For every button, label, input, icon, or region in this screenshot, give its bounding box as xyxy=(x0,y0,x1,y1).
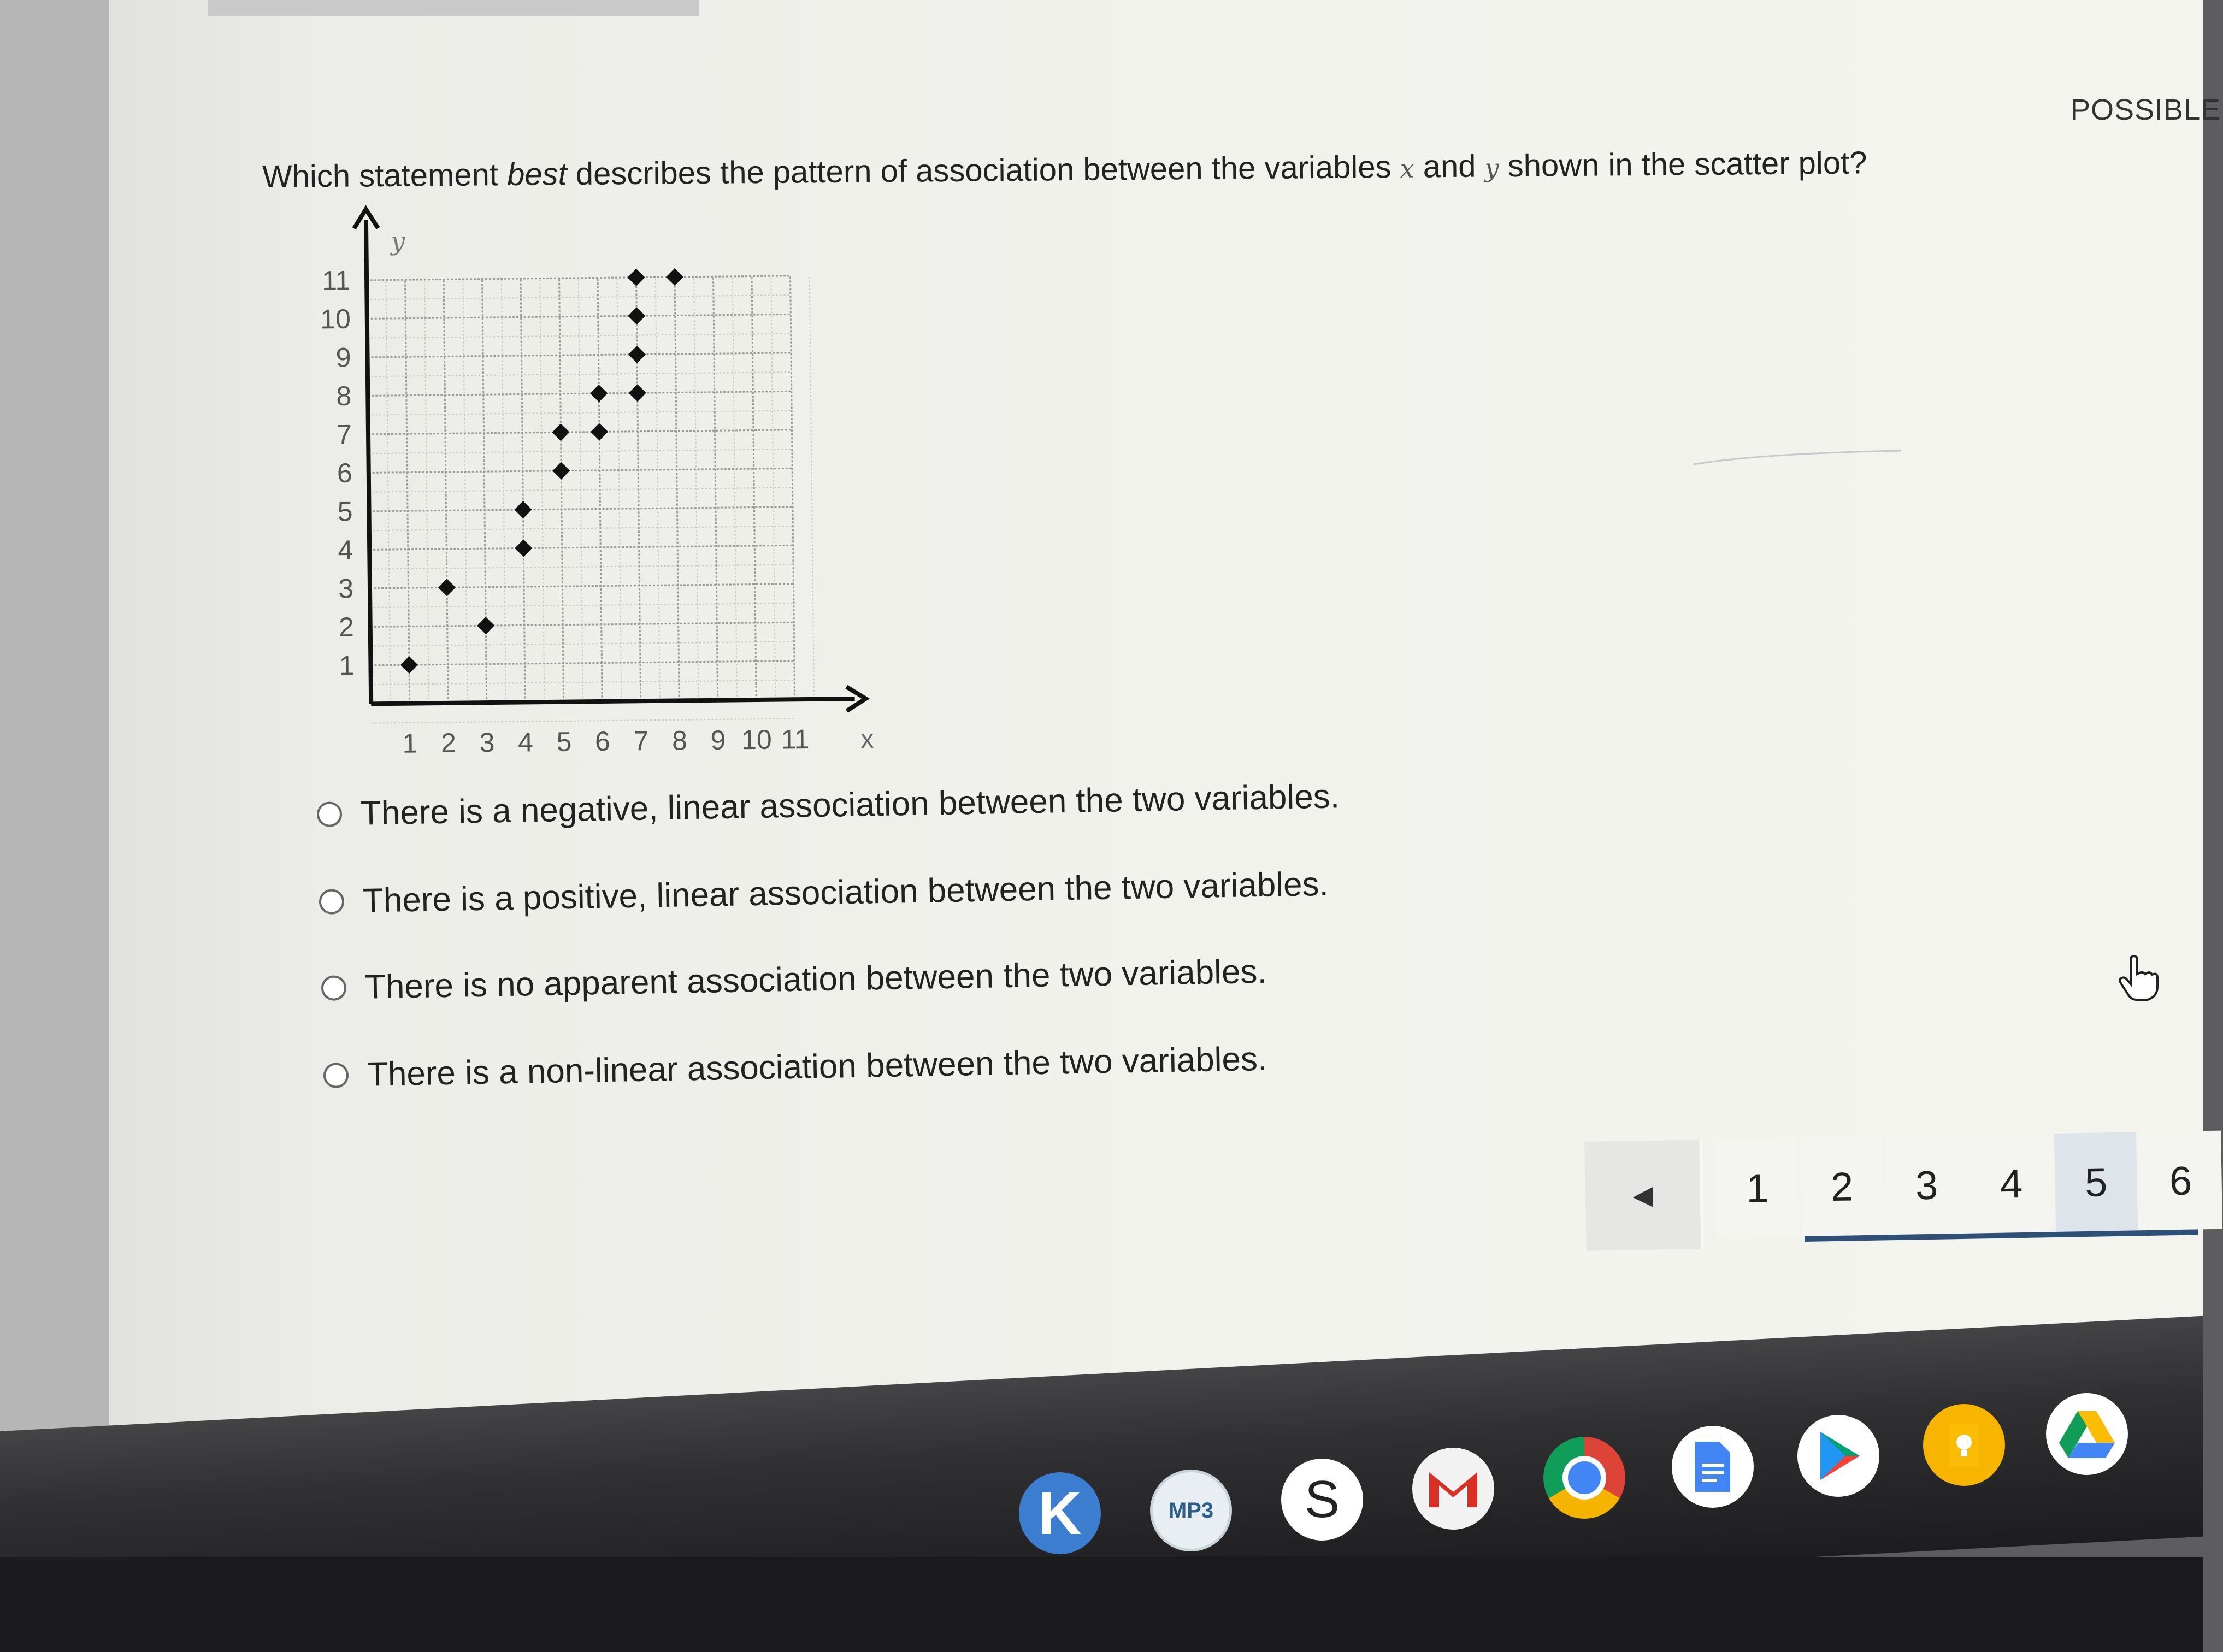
radio-button[interactable] xyxy=(319,889,345,914)
x-tick-label: 6 xyxy=(594,725,611,757)
grid-line-minor xyxy=(369,488,792,492)
scatter-point xyxy=(590,385,608,402)
page-button-4[interactable]: 4 xyxy=(1970,1134,2053,1234)
drive-triangle-icon xyxy=(2057,1407,2117,1461)
radio-button[interactable] xyxy=(317,801,343,827)
x-tick-label: 5 xyxy=(556,726,572,757)
y-tick-label: 1 xyxy=(339,650,355,681)
scatter-point xyxy=(628,307,645,324)
scatter-point xyxy=(438,579,456,596)
x-tick-label: 2 xyxy=(440,727,457,759)
question-part: Which statement xyxy=(262,157,508,194)
x-tick-label: 10 xyxy=(741,724,773,756)
scatter-plot xyxy=(284,217,902,776)
previous-page-button[interactable] xyxy=(1584,1140,1704,1251)
scatter-point xyxy=(477,617,494,634)
grid-line-minor xyxy=(371,680,794,685)
page-button-6[interactable]: 6 xyxy=(2139,1131,2222,1231)
page-button-2[interactable]: 2 xyxy=(1800,1136,1884,1236)
choice-label: There is no apparent association between the two variables. xyxy=(364,952,1267,1006)
play-store-icon[interactable] xyxy=(1797,1415,1879,1497)
x-tick-label: 7 xyxy=(633,725,649,757)
grid-line-horizontal xyxy=(370,661,794,665)
choice-negative-linear[interactable] xyxy=(316,777,1340,834)
question-pagination xyxy=(1584,1125,2214,1251)
scatter-point xyxy=(629,384,646,402)
y-tick-label: 3 xyxy=(338,573,354,604)
keep-bulb-icon xyxy=(1945,1420,1983,1470)
scatter-point xyxy=(627,269,645,286)
question-part: shown in the scatter plot? xyxy=(1499,145,1867,184)
page-button-1[interactable]: 1 xyxy=(1715,1138,1799,1238)
drive-icon[interactable] xyxy=(2046,1393,2128,1475)
question-text xyxy=(262,144,1867,195)
docs-page-icon xyxy=(1691,1439,1735,1494)
choice-no-association[interactable] xyxy=(321,952,1267,1007)
choice-non-linear[interactable] xyxy=(323,1040,1267,1095)
x-axis-line xyxy=(371,699,854,704)
y-tick-label: 10 xyxy=(320,303,351,335)
chart-grid xyxy=(367,275,814,723)
y-tick-label: 8 xyxy=(336,380,352,412)
keep-icon[interactable] xyxy=(1923,1404,2005,1486)
page-button-3[interactable]: 3 xyxy=(1885,1135,1968,1235)
triangle-left-icon: ◀ xyxy=(1632,1181,1653,1211)
scatter-point xyxy=(628,346,646,363)
docs-icon[interactable] xyxy=(1672,1426,1754,1508)
mp3-converter-icon[interactable] xyxy=(1150,1470,1232,1551)
choice-positive-linear[interactable] xyxy=(319,865,1329,921)
screen-left-shadow xyxy=(0,0,109,1519)
grid-line-minor xyxy=(370,642,794,646)
y-axis-label: y xyxy=(391,226,405,256)
laptop-bezel xyxy=(0,1557,2203,1652)
choice-label: There is a non-linear association between the two variables. xyxy=(367,1040,1267,1094)
scatter-point xyxy=(666,268,683,286)
hand-cursor-icon xyxy=(2114,953,2158,1002)
scatter-point xyxy=(514,501,532,518)
gmail-envelope-icon xyxy=(1426,1467,1481,1511)
chrome-icon[interactable] xyxy=(1543,1437,1625,1519)
y-tick-label: 4 xyxy=(338,534,353,566)
y-tick-labels xyxy=(320,265,355,681)
x-tick-label: 4 xyxy=(517,727,534,758)
s-app-icon[interactable] xyxy=(1281,1459,1363,1541)
grid-line-minor xyxy=(810,275,814,699)
page-button-5[interactable]: 5 xyxy=(2054,1132,2138,1232)
x-tick-label: 9 xyxy=(710,724,726,756)
y-tick-label: 9 xyxy=(335,342,351,373)
y-tick-label: 7 xyxy=(336,419,352,450)
scatter-point xyxy=(515,539,532,557)
khan-academy-icon[interactable] xyxy=(1019,1472,1101,1554)
scatter-point xyxy=(552,462,570,480)
x-tick-label: 8 xyxy=(671,725,688,756)
variable-x: x xyxy=(1400,154,1414,184)
y-tick-label: 6 xyxy=(337,457,353,489)
x-tick-label: 3 xyxy=(479,727,495,758)
question-emphasis: best xyxy=(506,156,567,193)
mp3-label: MP3 xyxy=(1168,1498,1214,1523)
grid-line-horizontal xyxy=(369,507,793,511)
grid-line-horizontal xyxy=(370,622,794,627)
points-possible-label: POSSIBLE xyxy=(2071,93,2221,126)
scatter-point xyxy=(591,423,608,440)
grid-line-minor xyxy=(369,526,793,530)
x-tick-labels xyxy=(402,724,809,759)
grid-line-minor xyxy=(370,565,793,569)
question-part: describes the pattern of association between the variables xyxy=(567,149,1400,192)
chart-axes xyxy=(354,204,866,716)
radio-button[interactable] xyxy=(323,1063,349,1088)
khan-academy-letter: K xyxy=(1038,1479,1082,1547)
grid-line-minor xyxy=(372,719,795,723)
x-tick-label: 11 xyxy=(781,723,810,755)
grid-line-minor xyxy=(370,603,793,607)
scatter-point xyxy=(400,656,418,674)
y-tick-label: 2 xyxy=(338,611,355,642)
y-axis-line xyxy=(366,220,371,704)
page-header-blur xyxy=(208,0,699,16)
x-axis-label: x xyxy=(860,724,874,754)
play-triangle-icon xyxy=(1814,1429,1863,1483)
screen-glare xyxy=(1694,448,1901,470)
question-part: and xyxy=(1414,148,1485,185)
y-tick-label: 5 xyxy=(337,496,353,527)
x-tick-label: 1 xyxy=(402,728,418,759)
grid-line-horizontal xyxy=(369,545,793,550)
grid-line-horizontal xyxy=(370,584,793,588)
variable-y: y xyxy=(1484,153,1499,183)
y-tick-label: 11 xyxy=(321,265,351,296)
gmail-icon[interactable] xyxy=(1412,1448,1494,1530)
radio-button[interactable] xyxy=(321,975,347,1001)
choice-label: There is a negative, linear association between the two variables. xyxy=(360,777,1340,833)
s-app-letter: S xyxy=(1304,1470,1340,1529)
scatter-point xyxy=(552,423,569,441)
choice-label: There is a positive, linear association between the two variables. xyxy=(362,865,1329,920)
